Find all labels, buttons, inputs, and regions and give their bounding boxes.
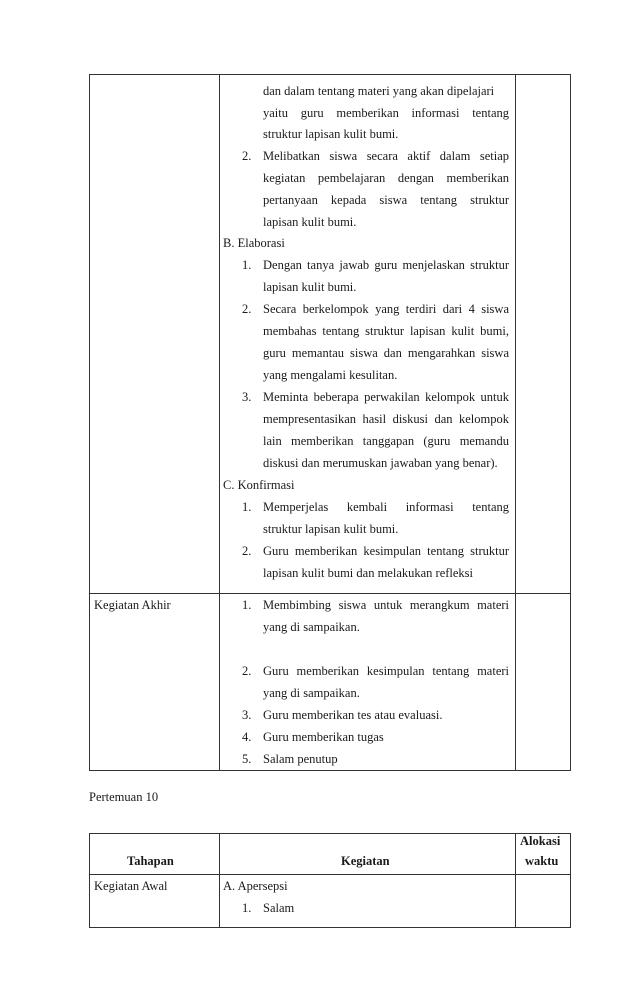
tahapan-label: Kegiatan Awal <box>94 879 168 893</box>
header-alokasi <box>516 834 571 875</box>
text-line: diskusi dan merumuskan jawaban yang benar). <box>263 456 498 470</box>
text-line: yang di sampaikan. <box>263 620 360 634</box>
section-heading-elaborasi: B. Elaborasi <box>223 236 285 250</box>
text-line: Guru memberikan tes atau evaluasi. <box>263 708 443 722</box>
tahapan-cell <box>90 594 220 771</box>
list-number: 3. <box>242 708 252 722</box>
text-line: Meminta beberapa perwakilan kelompok untuk <box>263 390 509 404</box>
header-kegiatan-label: Kegiatan <box>341 854 390 868</box>
text-line: lain memberikan tanggapan (guru memandu <box>263 434 509 448</box>
text-line: guru memantau siswa dan mengarahkan siswa <box>263 346 509 360</box>
list-number: 4. <box>242 730 252 744</box>
list-number: 1. <box>242 500 252 514</box>
text-line: mempresentasikan hasil diskusi dan kelompok <box>263 412 509 426</box>
table-row <box>90 75 571 594</box>
section-heading-konfirmasi: C. Konfirmasi <box>223 478 295 492</box>
activity-table-pertemuan-10 <box>89 833 571 928</box>
text-line: Melibatkan siswa secara aktif dalam setiap <box>263 149 509 163</box>
text-line: Guru memberikan kesimpulan tentang materi <box>263 664 509 678</box>
kegiatan-cell <box>220 75 516 594</box>
text-line: yaitu guru memberikan informasi tentang <box>263 106 509 120</box>
text-line: struktur lapisan kulit bumi. <box>263 127 399 141</box>
list-number: 3. <box>242 390 252 404</box>
text-line: yang mengalami kesulitan. <box>263 368 398 382</box>
text-line: Secara berkelompok yang terdiri dari 4 siswa <box>263 302 509 316</box>
text-line: kegiatan pembelajaran dengan memberikan <box>263 171 509 185</box>
header-kegiatan <box>220 834 516 875</box>
list-number: 1. <box>242 598 252 612</box>
table-row <box>90 594 571 771</box>
tahapan-cell-empty <box>90 75 220 594</box>
alokasi-cell-empty <box>516 75 571 594</box>
header-waktu-label: waktu <box>525 854 559 868</box>
text-line: pertanyaan kepada siswa tentang struktur <box>263 193 509 207</box>
header-tahapan <box>90 834 220 875</box>
list-number: 2. <box>242 149 252 163</box>
header-tahapan-label: Tahapan <box>127 854 174 868</box>
section-heading-apersepsi: A. Apersepsi <box>223 879 288 893</box>
text-line: dan dalam tentang materi yang akan dipelajari <box>263 84 495 98</box>
text-line: Memperjelas kembali informasi tentang <box>263 500 509 514</box>
text-line: membahas tentang struktur lapisan kulit bumi, <box>263 324 509 338</box>
text-line: struktur lapisan kulit bumi. <box>263 522 399 536</box>
text-line: yang di sampaikan. <box>263 686 360 700</box>
tahapan-label: Kegiatan Akhir <box>94 598 171 612</box>
text-line: Salam penutup <box>263 752 338 766</box>
list-number: 1. <box>242 258 252 272</box>
list-number: 5. <box>242 752 252 766</box>
text-line: Salam <box>263 901 295 915</box>
text-line: lapisan kulit bumi dan melakukan refleksi <box>263 566 474 580</box>
kegiatan-cell <box>220 594 516 771</box>
text-line: Membimbing siswa untuk merangkum materi <box>263 598 509 612</box>
text-line: Guru memberikan tugas <box>263 730 384 744</box>
text-line: Guru memberikan kesimpulan tentang struktur <box>263 544 509 558</box>
text-line: lapisan kulit bumi. <box>263 215 357 229</box>
alokasi-cell-empty <box>516 594 571 771</box>
alokasi-cell-empty <box>516 875 571 928</box>
list-number: 2. <box>242 302 252 316</box>
activity-table-continued <box>89 74 571 771</box>
tahapan-cell <box>90 875 220 928</box>
list-number: 2. <box>242 664 252 678</box>
header-alokasi-label: Alokasi <box>520 834 561 848</box>
list-number: 1. <box>242 901 252 915</box>
text-line: lapisan kulit bumi. <box>263 280 357 294</box>
kegiatan-cell <box>220 875 516 928</box>
list-number: 2. <box>242 544 252 558</box>
table-header-row <box>90 834 571 875</box>
text-line: Dengan tanya jawab guru menjelaskan struktur <box>263 258 509 272</box>
pertemuan-heading: Pertemuan 10 <box>89 790 159 804</box>
table-row <box>90 875 571 928</box>
